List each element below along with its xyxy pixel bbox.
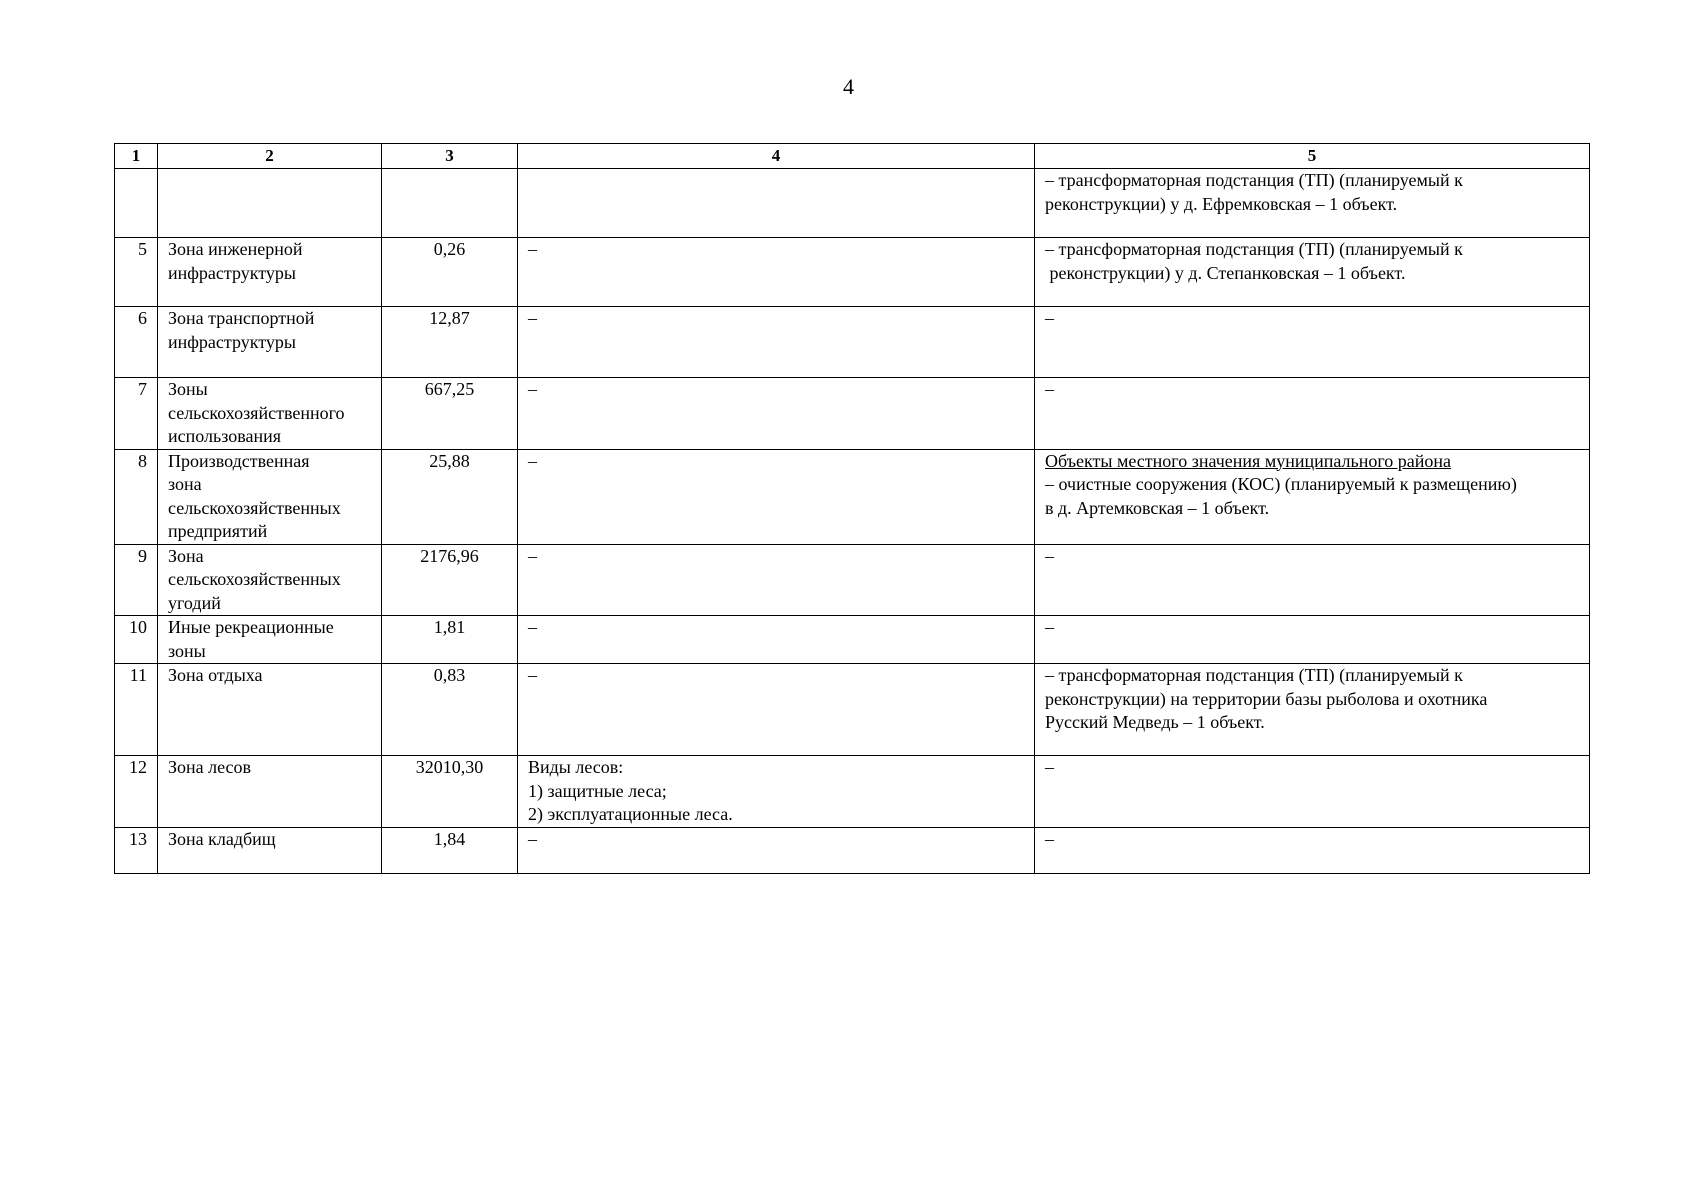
zone-name-line: Зона лесов [168,757,252,777]
zone-name-line: Иные рекреационные [168,617,334,637]
planned-object-line: реконструкции) у д. Ефремковская – 1 объект. [1045,193,1398,214]
zone-area-cell: 1,84 [382,828,518,874]
zone-types-cell [518,664,1035,756]
zone-name-cell [158,828,382,874]
zone-types-cell [518,449,1035,544]
table-row [115,544,1590,616]
planned-object-line: – [1045,308,1054,328]
table-row [115,307,1590,378]
zone-name-line: сельскохозяйственного [168,402,345,423]
row-number-cell: 5 [115,238,158,307]
row-number-cell: 12 [115,756,158,828]
zone-area-cell: 32010,30 [382,756,518,828]
zone-area-cell: 12,87 [382,307,518,378]
page-number: 4 [843,74,854,99]
planned-object-line: – [1045,617,1054,637]
planned-object-line: реконструкции) у д. Степанковская – 1 объект. [1045,262,1406,283]
planned-object-line: Русский Медведь – 1 объект. [1045,712,1265,732]
zone-area-cell: 1,81 [382,616,518,664]
planned-objects-cell [1035,664,1590,756]
planned-object-line: – трансформаторная подстанция (ТП) (планируемый к [1045,170,1463,190]
zone-types-cell [518,616,1035,664]
row-number-cell: 8 [115,449,158,544]
planned-object-line: реконструкции) на территории базы рыболова и охотника [1045,688,1488,709]
row-number-cell: 9 [115,544,158,616]
table-row [115,616,1590,664]
table-row [115,828,1590,874]
zone-area-cell [382,169,518,238]
header-col-3: 3 [382,144,518,169]
zone-types-cell [518,378,1035,450]
zone-name-line: Зона отдыха [168,665,263,685]
zone-types-line: 1) защитные леса; [528,780,667,801]
planned-object-line: – трансформаторная подстанция (ТП) (планируемый к [1045,239,1463,259]
zone-name-cell [158,307,382,378]
zone-types-line: – [528,829,537,849]
zone-area-cell: 0,83 [382,664,518,756]
zone-name-cell [158,238,382,307]
header-col-4: 4 [518,144,1035,169]
planned-object-line: – трансформаторная подстанция (ТП) (планируемый к [1045,665,1463,685]
zone-types-cell [518,307,1035,378]
planned-object-line: – [1045,757,1054,777]
zone-name-line: Производственная [168,450,310,471]
planned-objects-cell [1035,307,1590,378]
planned-object-line: – [1045,829,1054,849]
zone-name-cell [158,378,382,450]
planned-objects-cell [1035,828,1590,874]
zone-area-cell: 25,88 [382,449,518,544]
zones-table [114,143,1590,874]
header-col-5: 5 [1035,144,1590,169]
zone-name-line: инфраструктуры [168,262,296,283]
table-row [115,756,1590,828]
planned-objects-cell [1035,756,1590,828]
table-row [115,664,1590,756]
zone-types-line: – [528,239,537,259]
header-col-1: 1 [115,144,158,169]
planned-objects-cell [1035,238,1590,307]
zone-name-line: угодий [168,592,221,613]
zone-name-line: использования [168,426,282,446]
table-row [115,449,1590,544]
zone-name-line: Зоны [168,379,208,399]
row-number-cell: 6 [115,307,158,378]
planned-objects-cell [1035,544,1590,616]
row-number-cell: 11 [115,664,158,756]
zone-name-cell [158,169,382,238]
zone-types-line: – [528,617,537,637]
zone-name-line: сельскохозяйственных [168,497,341,518]
planned-objects-cell [1035,616,1590,664]
zone-area-cell: 2176,96 [382,544,518,616]
zone-area-cell: 0,26 [382,238,518,307]
planned-objects-cell [1035,378,1590,450]
row-number-cell: 10 [115,616,158,664]
zone-name-line: Зона [168,545,204,566]
zone-area-cell: 667,25 [382,378,518,450]
zone-name-line: предприятий [168,521,268,541]
zone-name-line: зона [168,474,202,494]
row-number-cell [115,169,158,238]
objects-heading: Объекты местного значения муниципального района [1045,450,1452,471]
row-number-cell: 13 [115,828,158,874]
zone-name-line: Зона кладбищ [168,829,276,849]
planned-object-line: – [1045,379,1054,399]
zone-name-line: инфраструктуры [168,331,296,352]
zone-types-line: – [528,450,537,471]
table-row [115,169,1590,238]
zone-name-line: Зона инженерной [168,239,303,259]
zone-name-cell [158,449,382,544]
planned-objects-cell [1035,449,1590,544]
zone-name-line: Зона транспортной [168,308,315,328]
table-row [115,238,1590,307]
zone-types-line: – [528,308,537,328]
zone-types-cell [518,169,1035,238]
zone-types-cell [518,756,1035,828]
planned-object-line: в д. Артемковская – 1 объект. [1045,497,1270,518]
table-row [115,378,1590,450]
zone-name-cell [158,616,382,664]
zone-types-line: – [528,665,537,685]
zone-name-line: сельскохозяйственных [168,569,341,589]
row-number-cell: 7 [115,378,158,450]
zone-types-line: Виды лесов: [528,757,624,777]
planned-object-line: – очистные сооружения (КОС) (планируемый к размещению) [1045,474,1517,494]
planned-object-line: – [1045,545,1054,566]
zone-types-cell [518,828,1035,874]
planned-objects-cell [1035,169,1590,238]
zone-types-cell [518,238,1035,307]
table-body [115,169,1590,874]
header-col-2: 2 [158,144,382,169]
zone-types-line: – [528,379,537,399]
zone-types-cell [518,544,1035,616]
zone-name-cell [158,664,382,756]
zone-name-cell [158,756,382,828]
zone-types-line: – [528,545,537,566]
zone-name-line: зоны [168,640,206,661]
zone-types-line: 2) эксплуатационные леса. [528,804,733,824]
zone-name-cell [158,544,382,616]
table-header-row [115,144,1590,169]
